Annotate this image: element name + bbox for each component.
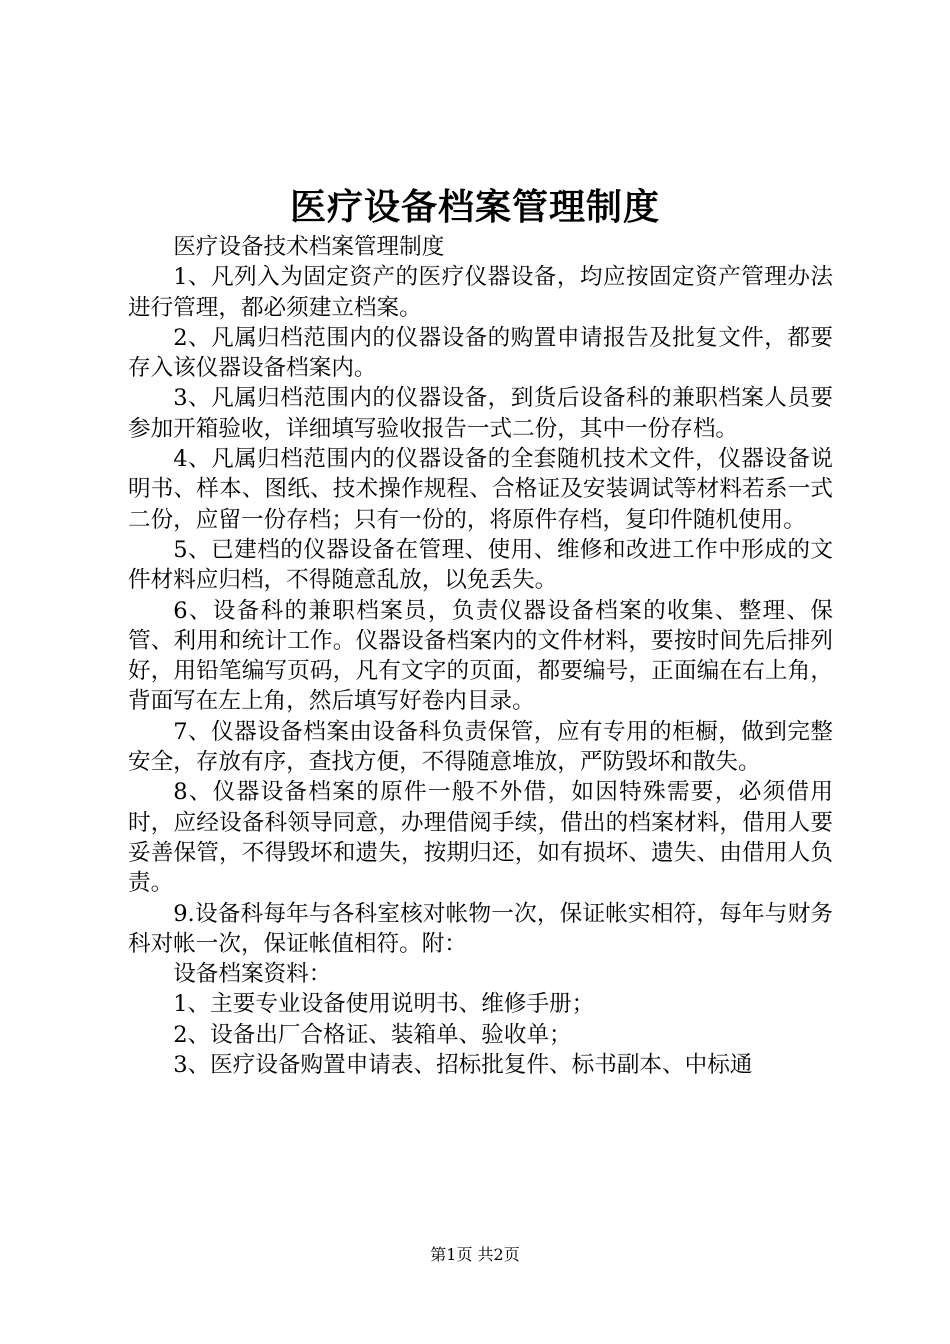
paragraph-appendix-heading: 设备档案资料： [173, 961, 332, 988]
appendix-item-2: 2、设备出厂合格证、装箱单、验收单； [173, 1021, 572, 1048]
paragraph-item-6: 6、设备科的兼职档案员，负责仪器设备档案的收集、整理、保管、利用和统计工作。仪器设备档案内的文件材料，要按时间先后排列好，用铅笔编写页码，凡有文字的页面，都要编号，正面编在右上角，背面写在左上角，然后填写好卷内目录。 [128, 597, 833, 715]
appendix-item-1: 1、主要专业设备使用说明书、维修手册； [173, 991, 595, 1018]
page-number-footer: 第1页 共2页 [430, 1245, 520, 1264]
paragraph-subtitle: 医疗设备技术档案管理制度 [173, 234, 445, 260]
document-body [128, 232, 833, 1080]
document-title: 医疗设备档案管理制度 [289, 187, 660, 228]
paragraph-item-5: 5、已建档的仪器设备在管理、使用、维修和改进工作中形成的文件材料应归档，不得随意乱放，以免丢失。 [128, 536, 833, 594]
paragraph-item-4: 4、凡属归档范围内的仪器设备的全套随机技术文件，仪器设备说明书、样本、图纸、技术操作规程、合格证及安装调试等材料若系一式二份，应留一份存档；只有一份的，将原件存档，复印件随机使用。 [128, 446, 833, 533]
paragraph-item-7: 7、仪器设备档案由设备科负责保管，应有专用的柜橱，做到完整安全，存放有序，查找方便，不得随意堆放，严防毁坏和散失。 [128, 718, 833, 776]
paragraph-item-1: 1、凡列入为固定资产的医疗仪器设备，均应按固定资产管理办法进行管理，都必须建立档案。 [128, 264, 833, 321]
paragraph-item-8: 8、仪器设备档案的原件一般不外借，如因特殊需要，必须借用时，应经设备科领导同意，办理借阅手续，借出的档案材料，借用人要妥善保管，不得毁坏和遗失，按期归还，如有损坏、遗失、由借用人负责。 [128, 779, 833, 897]
paragraph-item-9: 9.设备科每年与各科室核对帐物一次，保证帐实相符，每年与财务科对帐一次，保证帐值相符。附： [128, 900, 833, 957]
paragraph-item-3: 3、凡属归档范围内的仪器设备，到货后设备科的兼职档案人员要参加开箱验收，详细填写验收报告一式二份，其中一份存档。 [128, 385, 833, 442]
paragraph-item-2: 2、凡属归档范围内的仪器设备的购置申请报告及批复文件，都要存入该仪器设备档案内。 [128, 324, 833, 382]
appendix-item-3: 3、医疗设备购置申请表、招标批复件、标书副本、中标通 [173, 1052, 753, 1079]
